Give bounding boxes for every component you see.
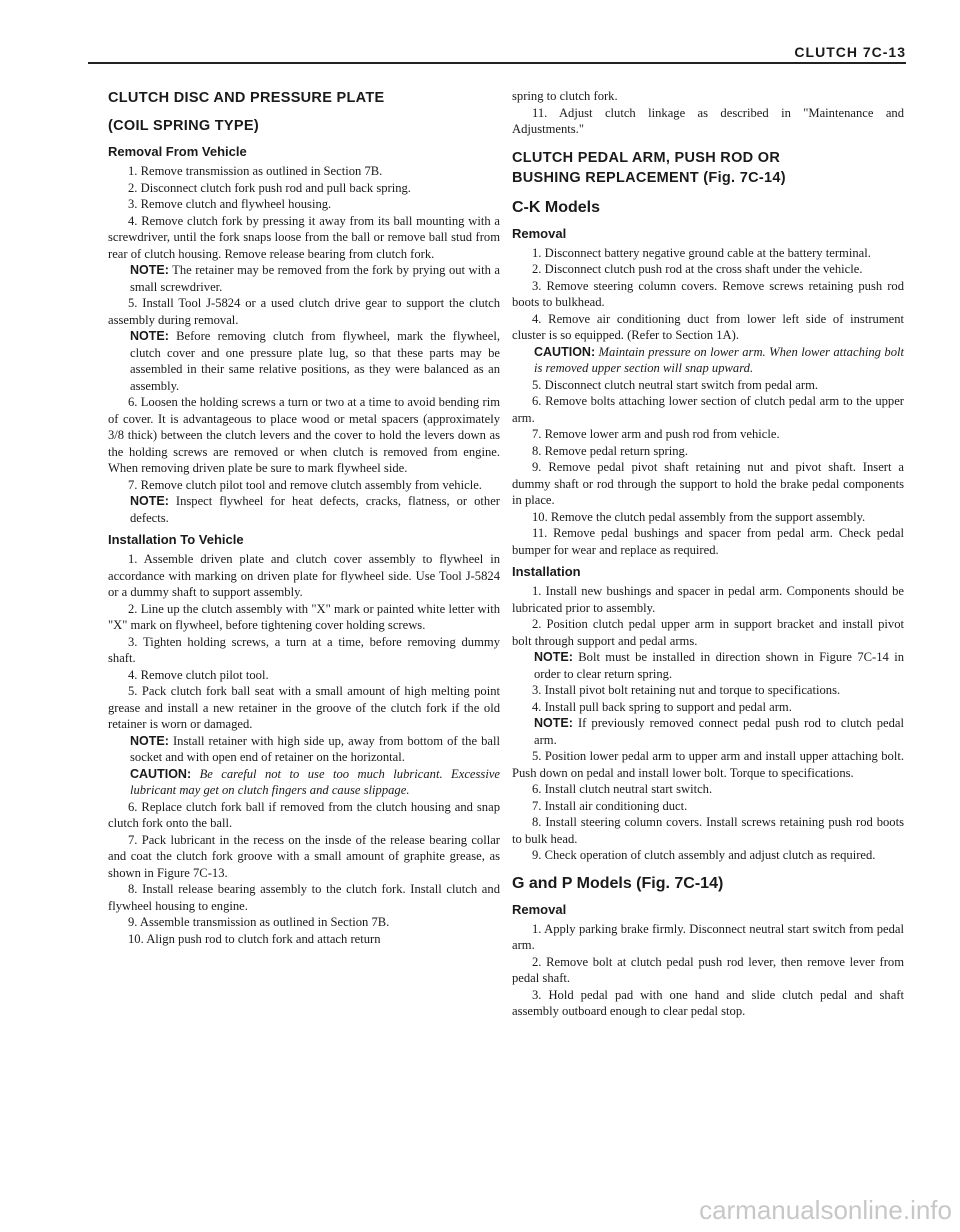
note [512,649,904,682]
removal-heading: Removal [512,901,567,917]
right-column [512,88,904,1020]
step: 1. Assemble driven plate and clutch cover assembly to flywheel in accordance with marking on driven plate for flywheel side. Use Tool J-5824 or a dummy shaft to support assembly. [108,552,500,599]
step: 6. Replace clutch fork ball if removed from the clutch housing and snap clutch fork onto the ball. [108,799,500,830]
step: 5. Install Tool J-5824 or a used clutch drive gear to support the clutch assembly during removal. [108,296,500,327]
step: 11. Adjust clutch linkage as described in "Maintenance and Adjustments." [512,105,904,136]
section-subtitle: BUSHING REPLACEMENT (Fig. 7C-14) [512,169,786,186]
step: 1. Disconnect battery negative ground cable at the battery terminal. [532,245,871,260]
note-text: The retainer may be removed from the fork by prying out with a small screwdriver. [130,263,500,294]
step: 2. Disconnect clutch push rod at the cross shaft under the vehicle. [532,262,863,276]
section-title: CLUTCH DISC AND PRESSURE PLATE [108,90,385,106]
note-text: Before removing clutch from flywheel, mark the flywheel, clutch cover and one pressure plate lug, so that these parts may be assembled in their same relative positions, as they were balanced as an assembly. [130,329,500,393]
section-title: CLUTCH PEDAL ARM, PUSH ROD OR [512,149,781,166]
step: 8. Install steering column covers. Install screws retaining push rod boots to bulk head. [512,815,904,846]
step: 2. Position clutch pedal upper arm in support bracket and install pivot bolt through support and pedal arms. [512,617,904,648]
header-rule [88,62,906,64]
step: 1. Install new bushings and spacer in pedal arm. Components should be lubricated prior to assembly. [512,584,904,615]
note [108,328,500,394]
step: 5. Pack clutch fork ball seat with a small amount of high melting point grease and install a new retainer in the groove of the clutch fork if the old retainer is worn or damaged. [108,684,500,731]
removal-heading: Removal From Vehicle [108,144,247,159]
step: 7. Install air conditioning duct. [532,798,688,813]
step: 3. Hold pedal pad with one hand and slide clutch pedal and shaft assembly outboard enough to clear pedal stop. [512,987,904,1018]
step: 1. Remove transmission as outlined in Section 7B. [128,164,383,178]
caution [512,344,904,377]
note-label: NOTE: [130,263,169,277]
section-subtitle: (COIL SPRING TYPE) [108,118,259,134]
step: 3. Install pivot bolt retaining nut and torque to specifications. [532,683,841,697]
step: 4. Remove clutch pilot tool. [128,667,269,682]
note [108,733,500,766]
step: 6. Install clutch neutral start switch. [532,782,713,796]
step: 10. Align push rod to clutch fork and attach return [128,931,381,946]
step: 8. Remove pedal return spring. [532,443,688,458]
step: 2. Disconnect clutch fork push rod and pull back spring. [128,180,411,195]
note [512,715,904,748]
step: 9. Check operation of clutch assembly and adjust clutch as required. [532,848,876,862]
note-label: NOTE: [534,650,573,664]
installation-heading: Installation [512,564,581,579]
gp-models-heading: G and P Models (Fig. 7C-14) [512,874,724,892]
step: 7. Pack lubricant in the recess on the insde of the release bearing collar and coat the clutch fork groove with a small amount of graphite grease, as shown in Figure 7C-13. [108,832,500,880]
caution-label: CAUTION: [534,344,596,359]
ck-models-heading: C-K Models [512,198,600,216]
step: 5. Position lower pedal arm to upper arm and install upper attaching bolt. Push down on pedal and install lower bolt. Torque to specifications. [512,749,904,780]
caution [108,766,500,799]
note-label: NOTE: [130,733,169,748]
step: 6. Loosen the holding screws a turn or two at a time to avoid bending rim of cover. It is advantageous to place wood or metal spacers (approximately 3/8 thick) between the clutch levers and the cover to hold the levers down as the holding screws are removed or when clutch is removed from engine. When removing driven plate be sure to mark flywheel side. [108,395,500,475]
step: 9. Remove pedal pivot shaft retaining nut and pivot shaft. Insert a dummy shaft or rod through the support to hold the brake pedal components in place. [512,460,904,507]
step: 7. Remove clutch pilot tool and remove clutch assembly from vehicle. [128,477,482,492]
watermark: carmanualsonline.info [699,1195,952,1225]
step: 2. Remove bolt at clutch pedal push rod lever, then remove lever from pedal shaft. [512,954,904,985]
step: 1. Apply parking brake firmly. Disconnect neutral start switch from pedal arm. [512,921,904,952]
caution-label: CAUTION: [130,766,192,781]
removal-heading: Removal [512,225,567,241]
note-label: NOTE: [130,329,169,343]
step: 10. Remove the clutch pedal assembly from the support assembly. [532,509,866,524]
step: 3. Remove steering column covers. Remove screws retaining push rod boots to bulkhead. [512,278,904,309]
caution-text: Be careful not to use too much lubricant. Excessive lubricant may get on clutch fingers and cause slippage. [130,766,500,797]
left-column [108,88,500,947]
note-label: NOTE: [534,716,573,730]
step: 2. Line up the clutch assembly with "X" mark or painted white letter with "X" mark on flywheel, before tightening cover holding screws. [108,601,500,632]
note-text: If previously removed connect pedal push rod to clutch pedal arm. [534,716,904,747]
step: 3. Remove clutch and flywheel housing. [128,197,332,211]
step: 6. Remove bolts attaching lower section of clutch pedal arm to the upper arm. [512,394,904,425]
step-continued: spring to clutch fork. [512,89,618,103]
step: 8. Install release bearing assembly to the clutch fork. Install clutch and flywheel housing to engine. [108,882,500,913]
installation-heading: Installation To Vehicle [108,532,244,547]
step: 4. Install pull back spring to support and pedal arm. [532,699,792,714]
step: 5. Disconnect clutch neutral start switch from pedal arm. [532,377,819,392]
caution-text: Maintain pressure on lower arm. When lower attaching bolt is removed upper section will snap upward. [534,344,904,375]
page-header: CLUTCH 7C-13 [794,44,906,60]
note-text: Install retainer with high side up, away from bottom of the ball socket and with open end of retainer on the horizontal. [130,733,500,764]
step: 3. Tighten holding screws, a turn at a time, before removing dummy shaft. [108,634,500,665]
step: 4. Remove air conditioning duct from lower left side of instrument cluster is so equipped. (Refer to Section 1A). [512,311,904,342]
note-text: Bolt must be installed in direction shown in Figure 7C-14 in order to clear return spring. [534,650,904,681]
note-label: NOTE: [130,494,169,508]
step: 4. Remove clutch fork by pressing it away from its ball mounting with a screwdriver, until the fork snaps loose from the ball or remove ball stud from rear of clutch housing. Remove release bearing from clutch fork. [108,213,500,261]
step: 7. Remove lower arm and push rod from vehicle. [532,427,780,441]
step: 9. Assemble transmission as outlined in Section 7B. [128,915,390,929]
note [108,493,500,526]
step: 11. Remove pedal bushings and spacer from pedal arm. Check pedal bumper for wear and replace as required. [512,526,904,557]
note [108,262,500,295]
note-text: Inspect flywheel for heat defects, cracks, flatness, or other defects. [130,494,500,525]
